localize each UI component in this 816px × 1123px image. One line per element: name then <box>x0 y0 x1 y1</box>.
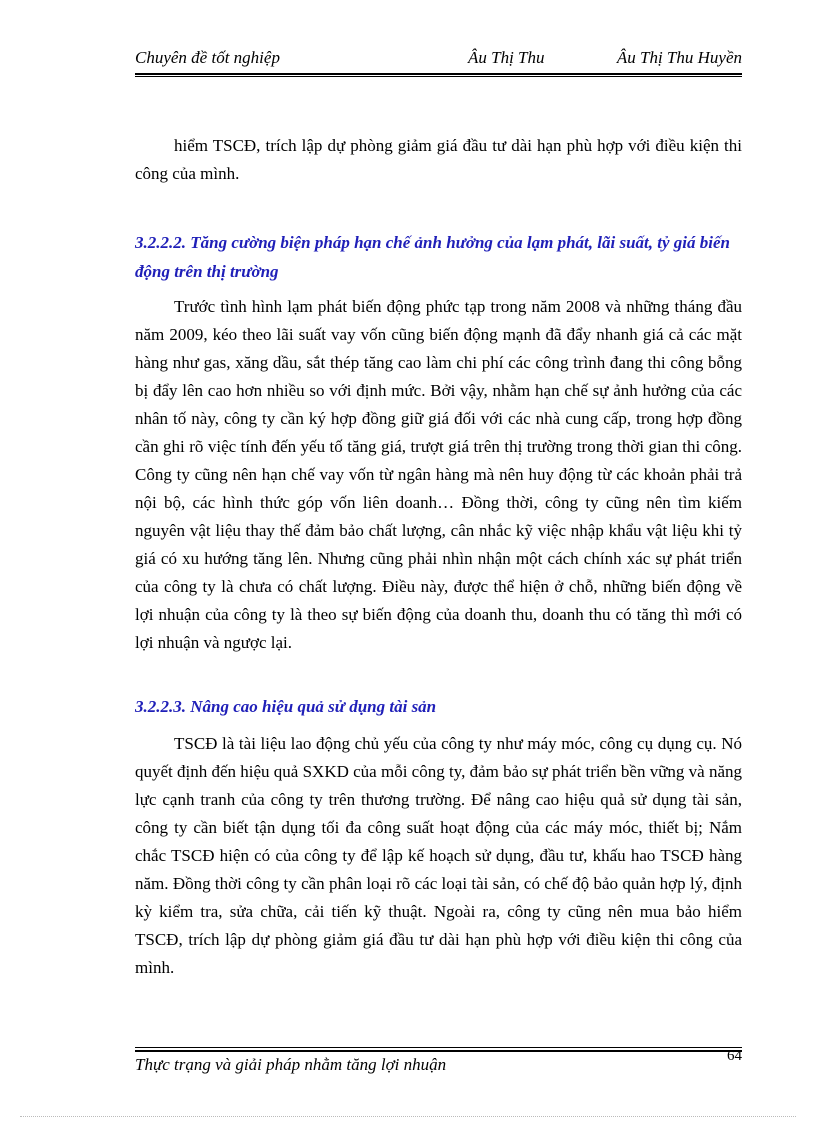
header-author-short: Âu Thị Thu <box>468 48 545 67</box>
header-author-full: Âu Thị Thu Huyền <box>616 48 742 67</box>
header-rule-thick <box>135 73 742 75</box>
paragraph-asset-efficiency: TSCĐ là tài liệu lao động chủ yếu của công ty như máy móc, công cụ dụng cụ. Nó quyết định đến hiệu quả SXKD của mỗi công ty, đảm bảo sự phát triển bền vững và năng lực cạnh tranh của công ty trên thương trường. Để nâng cao hiệu quả sử dụng tài sản, công ty cần biết tận dụng tối đa công suất hoạt động của các máy móc, thiết bị; Nắm chắc TSCĐ hiện có của công ty để lập kế hoạch sử dụng, đầu tư, khấu hao TSCĐ hàng năm. Đồng thời công ty cần phân loại rõ các loại tài sản, có chế độ bảo quản hợp lý, định kỳ kiểm tra, sửa chữa, cải tiến kỹ thuật. Ngoài ra, công ty cũng nên mua bảo hiểm TSCĐ, trích lập dự phòng giảm giá đầu tư dài hạn phù hợp với điều kiện thi công của mình. <box>135 734 743 977</box>
paragraph-inflation: Trước tình hình lạm phát biến động phức tạp trong năm 2008 và những tháng đầu năm 2009, kéo theo lãi suất vay vốn cũng biến động mạnh đã đẩy nhanh giá cả các mặt hàng như gas, xăng dầu, sắt thép tăng cao làm chi phí các công trình đang thi công bỗng bị đẩy lên cao hơn nhiều so với định mức. Bởi vậy, nhằm hạn chế sự ảnh hưởng của các nhân tố này, công ty cần ký hợp đồng giữ giá đối với các nhà cung cấp, trong hợp đồng cần ghi rõ việc tính đến yếu tố tăng giá, trượt giá trên thị trường trong thời gian thi công. Công ty cũng nên hạn chế vay vốn từ ngân hàng mà nên huy động từ các khoản phải trả nội bộ, các hình thức góp vốn liên doanh… Đồng thời, công ty cũng nên tìm kiếm nguyên vật liệu thay thế đảm bảo chất lượng, cân nhắc kỹ việc nhập khẩu vật liệu khi tỷ giá có xu hướng tăng lên. Nhưng cũng phải nhìn nhận một cách chính xác sự phát triển của công ty là chưa có chất lượng. Điều này, được thể hiện ở chỗ, những biến động về lợi nhuận của công ty là theo sự biến động của doanh thu, doanh thu có tăng thì mới có lợi nhuận và ngược lại. <box>135 297 742 652</box>
footer-rule-thin <box>135 1047 742 1048</box>
section-heading-3-2-2-2: 3.2.2.2. Tăng cường biện pháp hạn chế ảnh hưởng của lạm phát, lãi suất, tỷ giá biến động trên thị trường <box>135 233 730 281</box>
footer-rule-thick <box>135 1050 742 1052</box>
header-document-type: Chuyên đề tốt nghiệp <box>135 48 280 67</box>
header-rule-thin <box>135 76 742 77</box>
page-bottom-dotted-border <box>20 1116 796 1117</box>
page-number: 64 <box>727 1048 742 1064</box>
page-header <box>135 48 742 72</box>
footer-title: Thực trạng và giải pháp nhằm tăng lợi nhuận <box>135 1055 447 1074</box>
paragraph-continued: hiểm TSCĐ, trích lập dự phòng giảm giá đầu tư dài hạn phù hợp với điều kiện thi công của mình. <box>135 136 742 183</box>
section-heading-3-2-2-3: 3.2.2.3. Nâng cao hiệu quả sử dụng tài sản <box>135 697 437 716</box>
